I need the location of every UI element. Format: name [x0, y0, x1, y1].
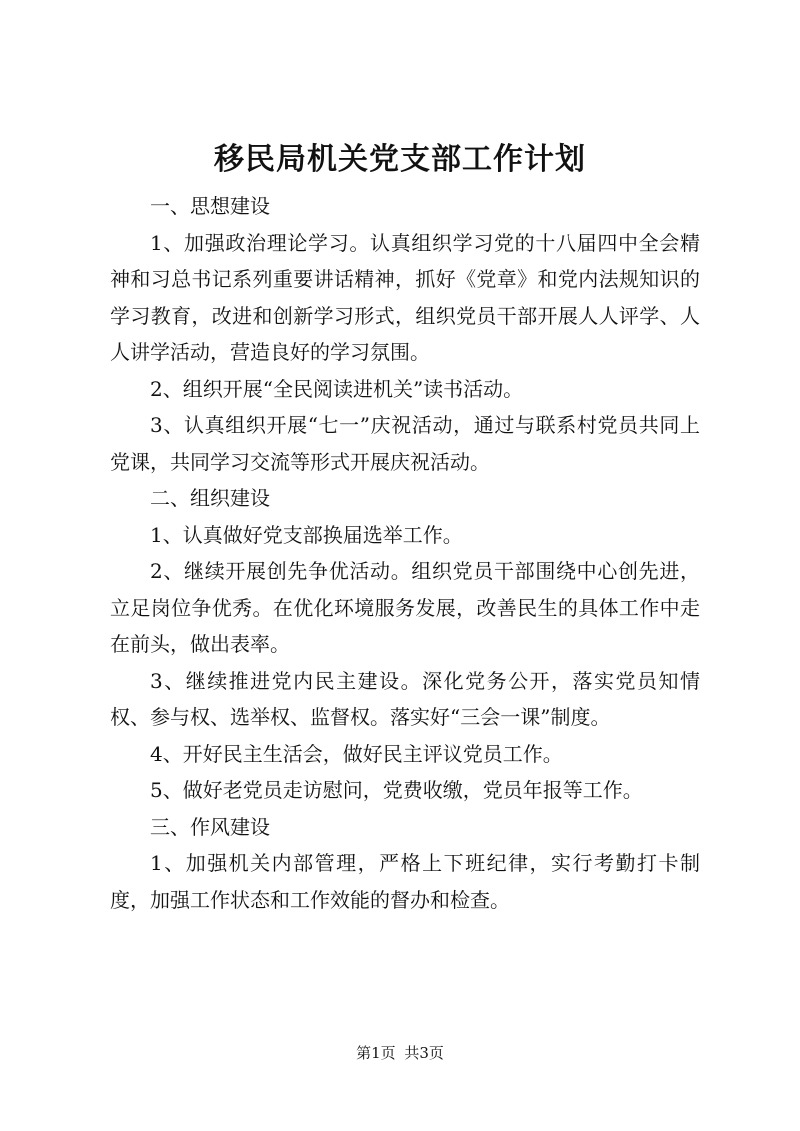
- page-number: 第1页: [356, 1044, 396, 1062]
- section-heading: 二、组织建设: [150, 486, 270, 510]
- paragraph: 4、开好民主生活会，做好民主评议党员工作。: [150, 741, 563, 766]
- paragraph: 3、继续推进党内民主建设。深化党务公开，落实党员知情权、参与权、选举权、监督权。落实好“三会一课”制度。: [110, 668, 700, 729]
- section-heading: 一、思想建设: [150, 194, 270, 218]
- document-body: [110, 188, 700, 918]
- page-total: 共3页: [404, 1044, 444, 1062]
- section-heading: 三、作风建设: [150, 814, 270, 839]
- paragraph: 1、认真做好党支部换届选举工作。: [150, 522, 463, 547]
- paragraph: 3、认真组织开展“七一”庆祝活动，通过与联系村党员共同上党课，共同学习交流等形式开展庆祝活动。: [110, 413, 700, 474]
- paragraph: 1、加强政治理论学习。认真组织学习党的十八届四中全会精神和习总书记系列重要讲话精神，抓好《党章》和党内法规知识的学习教育，改进和创新学习形式，组织党员干部开展人人评学、人人讲学活动，营造良好的学习氛围。: [110, 230, 700, 364]
- page-footer: [0, 1043, 800, 1063]
- document-title: 移民局机关党支部工作计划: [214, 142, 586, 177]
- paragraph: 2、继续开展创先争优活动。组织党员干部围绕中心创先进，立足岗位争优秀。在优化环境服务发展，改善民生的具体工作中走在前头，做出表率。: [110, 559, 700, 656]
- paragraph: 5、做好老党员走访慰问，党费收缴，党员年报等工作。: [150, 778, 643, 802]
- paragraph: 1、加强机关内部管理，严格上下班纪律，实行考勤打卡制度，加强工作状态和工作效能的督办和检查。: [110, 851, 700, 912]
- paragraph: 2、组织开展“全民阅读进机关”读书活动。: [150, 376, 524, 401]
